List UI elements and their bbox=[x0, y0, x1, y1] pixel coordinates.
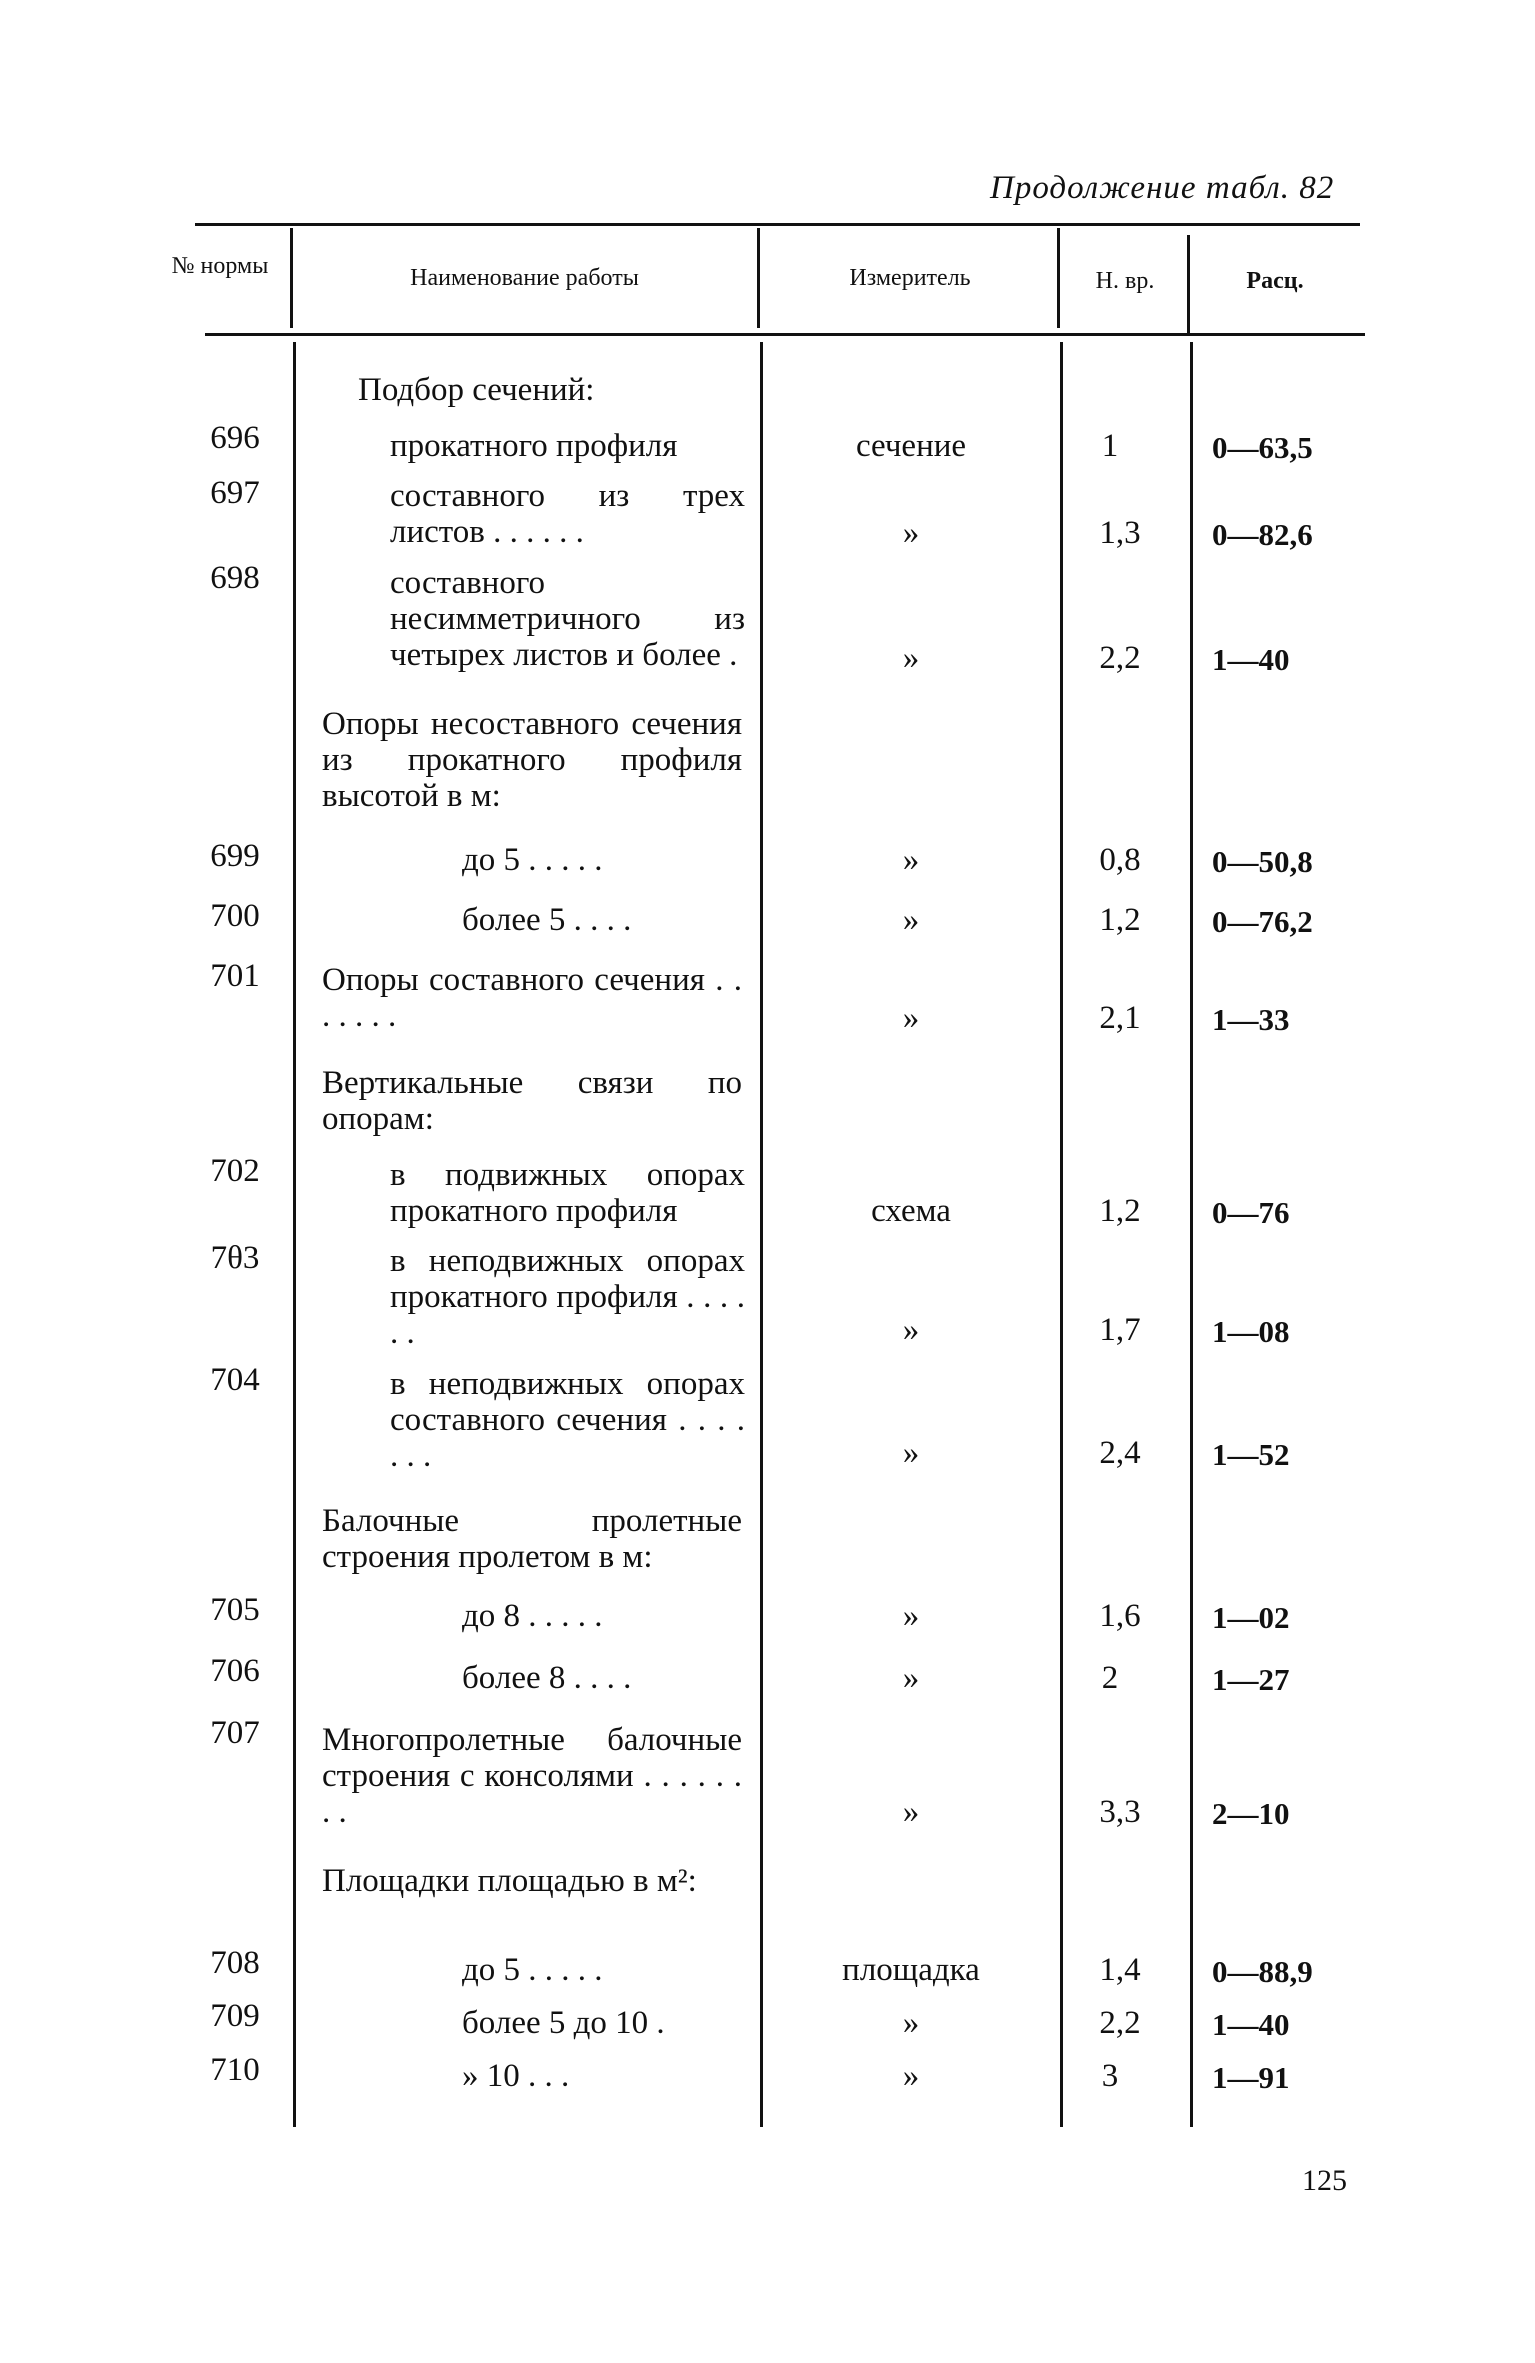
table-caption: Продолжение табл. 82 bbox=[990, 170, 1335, 206]
header-col-rule bbox=[757, 228, 760, 328]
table-cell-work: до 5 . . . . . bbox=[462, 842, 603, 878]
header-rate: Расц. bbox=[1246, 268, 1304, 294]
table-cell-meter: схема bbox=[871, 1193, 951, 1229]
table-cell-rate: 1—02 bbox=[1212, 1600, 1290, 1635]
table-cell-time: 3 bbox=[1101, 2058, 1119, 2094]
table-cell-work: до 5 . . . . . bbox=[462, 1952, 603, 1988]
table-cell-time: 0,8 bbox=[1099, 842, 1141, 878]
table-cell-time: 3,3 bbox=[1099, 1794, 1141, 1830]
table-cell-rate: 0—63,5 bbox=[1212, 430, 1313, 465]
table-cell-meter: » bbox=[902, 1000, 920, 1036]
table-cell-no: 700 bbox=[210, 898, 260, 934]
table-cell-time: 1,6 bbox=[1099, 1598, 1141, 1634]
table-cell-rate: 2—10 bbox=[1212, 1796, 1290, 1831]
table-cell-rate: 1—33 bbox=[1212, 1002, 1290, 1037]
table-cell-meter: » bbox=[902, 2005, 920, 2041]
header-norm-no: № нормы bbox=[171, 253, 269, 279]
body-col-rule bbox=[1060, 342, 1063, 2127]
body-col-rule bbox=[1190, 342, 1193, 2127]
table-cell-rate: 0—76 bbox=[1212, 1195, 1290, 1230]
header-col-rule bbox=[290, 228, 293, 328]
table-cell-time: 2,4 bbox=[1099, 1435, 1141, 1471]
table-cell-rate: 1—52 bbox=[1212, 1437, 1290, 1472]
table-cell-work: Опоры составного сечения . . . . . . . bbox=[322, 962, 742, 1034]
table-cell-work: Многопролетные балочные строения с консолями . . . . . . . . bbox=[322, 1722, 742, 1830]
table-cell-work: Площадки площадью в м²: bbox=[322, 1863, 697, 1899]
table-cell-rate: 0—82,6 bbox=[1212, 517, 1313, 552]
table-cell-rate: 1—91 bbox=[1212, 2060, 1290, 2095]
table-cell-work: прокатного профиля bbox=[390, 428, 678, 464]
body-col-rule bbox=[293, 342, 296, 2127]
header-col-rule bbox=[1057, 228, 1060, 328]
table-cell-no: 699 bbox=[210, 838, 260, 874]
table-cell-no: 701 bbox=[210, 958, 260, 994]
table-cell-no: 705 bbox=[210, 1592, 260, 1628]
table-cell-time: 1,3 bbox=[1099, 515, 1141, 551]
table-cell-time: 1,7 bbox=[1099, 1312, 1141, 1348]
table-cell-work: составного из трех листов . . . . . . bbox=[390, 478, 745, 550]
header-time: Н. вр. bbox=[1095, 268, 1155, 294]
table-cell-no: 7θ3 bbox=[210, 1240, 260, 1276]
table-cell-no: 706 bbox=[210, 1653, 260, 1689]
table-cell-work: до 8 . . . . . bbox=[462, 1598, 603, 1634]
table-cell-meter: » bbox=[902, 2058, 920, 2094]
header-work: Наименование работы bbox=[410, 265, 639, 291]
table-cell-no: 704 bbox=[210, 1362, 260, 1398]
table-cell-no: 702 bbox=[210, 1153, 260, 1189]
table-cell-time: 1,2 bbox=[1099, 1193, 1141, 1229]
table-cell-work: в неподвижных опорах составного сечения . . . . . . . bbox=[390, 1366, 745, 1474]
table-cell-rate: 0—50,8 bbox=[1212, 844, 1313, 879]
table-cell-work: Вертикальные связи по опорам: bbox=[322, 1065, 742, 1137]
header-bottom-rule bbox=[205, 333, 1365, 336]
table-cell-work: » 10 . . . bbox=[462, 2058, 570, 2094]
table-cell-no: 707 bbox=[210, 1715, 260, 1751]
table-cell-time: 1,4 bbox=[1099, 1952, 1141, 1988]
table-cell-meter: » bbox=[902, 640, 920, 676]
table-cell-rate: 1—40 bbox=[1212, 642, 1290, 677]
table-cell-meter: » bbox=[902, 1598, 920, 1634]
table-cell-work: в подвижных опорах прокатного профиля bbox=[390, 1157, 745, 1229]
table-cell-no: 696 bbox=[210, 420, 260, 456]
table-cell-time: 2,2 bbox=[1099, 640, 1141, 676]
table-cell-rate: 0—88,9 bbox=[1212, 1954, 1313, 1989]
body-col-rule bbox=[760, 342, 763, 2127]
table-cell-no: 710 bbox=[210, 2052, 260, 2088]
table-cell-time: 1 bbox=[1101, 428, 1119, 464]
table-cell-rate: 1—40 bbox=[1212, 2007, 1290, 2042]
table-cell-work: более 5 до 10 . bbox=[462, 2005, 665, 2041]
header-top-rule bbox=[195, 223, 1360, 226]
table-cell-work: в неподвижных опорах прокатного профиля . . . . . . bbox=[390, 1243, 745, 1351]
table-cell-no: 697 bbox=[210, 475, 260, 511]
table-cell-time: 2,1 bbox=[1099, 1000, 1141, 1036]
page-number: 125 bbox=[1302, 2164, 1347, 2197]
table-cell-meter: сечение bbox=[855, 428, 967, 464]
table-cell-no: 698 bbox=[210, 560, 260, 596]
table-cell-meter: » bbox=[902, 1312, 920, 1348]
table-cell-meter: площадка bbox=[842, 1952, 980, 1988]
table-cell-meter: » bbox=[902, 515, 920, 551]
table-cell-meter: » bbox=[902, 902, 920, 938]
table-cell-no: 708 bbox=[210, 1945, 260, 1981]
table-cell-time: 1,2 bbox=[1099, 902, 1141, 938]
table-cell-no: 709 bbox=[210, 1998, 260, 2034]
table-cell-work: Опоры несоставного сечения из прокатного профиля высотой в м: bbox=[322, 706, 742, 814]
table-cell-time: 2 bbox=[1101, 1660, 1119, 1696]
table-cell-work: составного несимметричного из четырех листов и более . bbox=[390, 565, 745, 673]
table-cell-meter: » bbox=[902, 1435, 920, 1471]
table-cell-work: более 5 . . . . bbox=[462, 902, 632, 938]
header-meter: Измеритель bbox=[849, 265, 971, 291]
table-cell-meter: » bbox=[902, 1660, 920, 1696]
table-cell-meter: » bbox=[902, 1794, 920, 1830]
table-cell-work: Подбор сечений: bbox=[358, 372, 595, 408]
table-cell-rate: 0—76,2 bbox=[1212, 904, 1313, 939]
table-cell-work: более 8 . . . . bbox=[462, 1660, 632, 1696]
header-col-rule bbox=[1187, 235, 1190, 333]
table-cell-time: 2,2 bbox=[1099, 2005, 1141, 2041]
table-cell-rate: 1—27 bbox=[1212, 1662, 1290, 1697]
table-cell-work: Балочные пролетные строения пролетом в м: bbox=[322, 1503, 742, 1575]
table-cell-meter: » bbox=[902, 842, 920, 878]
table-cell-rate: 1—08 bbox=[1212, 1314, 1290, 1349]
